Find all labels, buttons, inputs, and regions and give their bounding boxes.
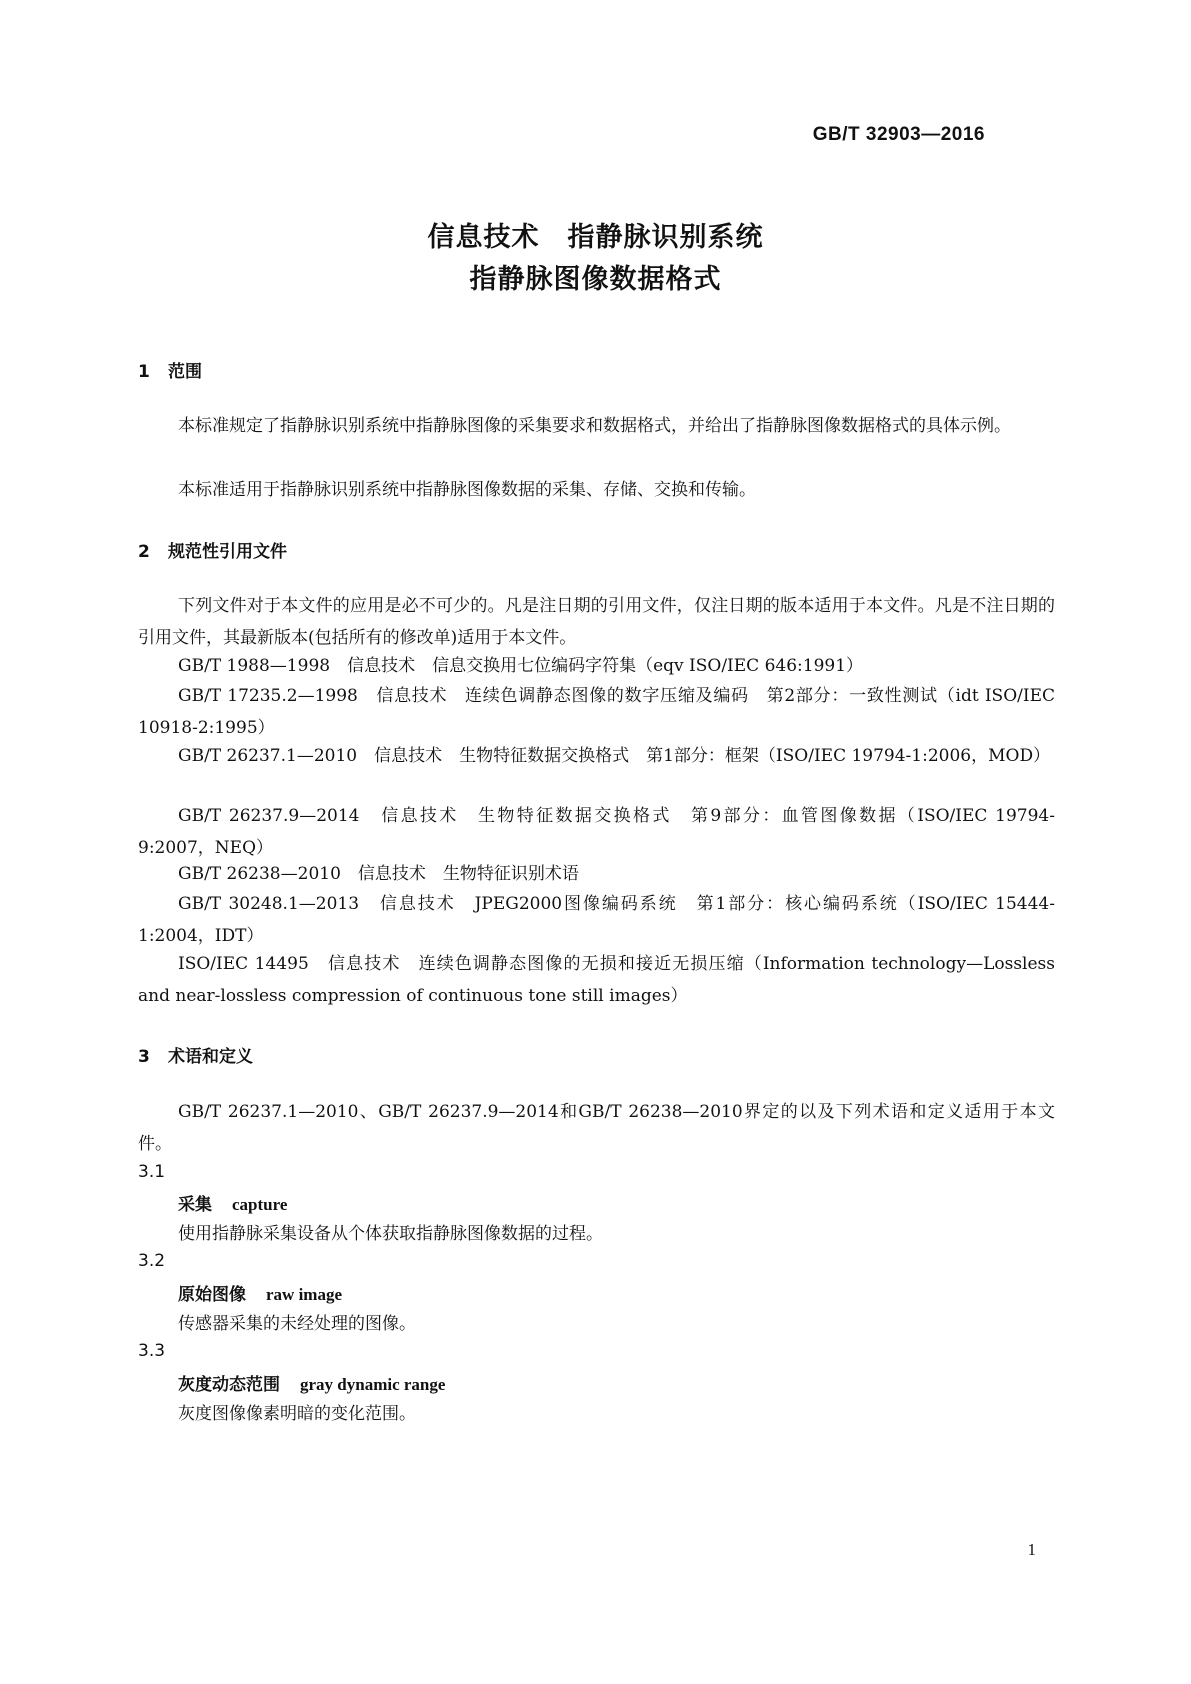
doc-title-line2: 指静脉图像数据格式 [469,264,722,295]
term-definition: 传感器采集的未经处理的图像。 [178,1314,416,1334]
section-number: 1 [138,362,150,382]
section-2-intro: 下列文件对于本文件的应用是必不可少的。凡是注日期的引用文件，仅注日期的版本适用于本文件。凡是不注日期的引用文件，其最新版本(包括所有的修改单)适用于本文件。 [138,596,1055,648]
reference-item: ISO/IEC 14495 信息技术 连续色调静态图像的无损和接近无损压缩（Information technology—Lossless and near-lossless compression of continuous tone still images） [138,954,1055,1006]
term-en: raw image [266,1285,343,1304]
term-heading [178,1370,445,1395]
term-zh: 原始图像 [178,1285,246,1305]
section-title: 术语和定义 [168,1047,253,1067]
section-title: 范围 [168,362,202,382]
reference-item: GB/T 26237.1—2010 信息技术 生物特征数据交换格式 第1部分：框架（ISO/IEC 19794-1:2006，MOD） [178,746,1051,766]
doc-title-line1: 信息技术 指静脉识别系统 [427,222,764,253]
section-3-heading [138,1042,253,1067]
reference-item: GB/T 26238—2010 信息技术 生物特征识别术语 [178,864,579,884]
reference-item: GB/T 26237.9—2014 信息技术 生物特征数据交换格式 第9部分：血管图像数据（ISO/IEC 19794-9:2007，NEQ） [138,806,1055,858]
section-3-intro: GB/T 26237.1—2010、GB/T 26237.9—2014和GB/T 26238—2010界定的以及下列术语和定义适用于本文件。 [138,1102,1055,1154]
reference-item: GB/T 1988—1998 信息技术 信息交换用七位编码字符集（eqv ISO/IEC 646:1991） [178,656,864,676]
section-2-heading [138,537,287,562]
section-1-paragraph-2: 本标准适用于指静脉识别系统中指静脉图像数据的采集、存储、交换和传输。 [178,480,756,500]
section-title: 规范性引用文件 [168,542,287,562]
term-heading [178,1280,342,1305]
section-number: 3 [138,1047,150,1067]
term-definition: 灰度图像像素明暗的变化范围。 [178,1404,416,1424]
section-number: 2 [138,542,150,562]
reference-item: GB/T 17235.2—1998 信息技术 连续色调静态图像的数字压缩及编码 第2部分：一致性测试（idt ISO/IEC 10918-2:1995） [138,686,1055,738]
term-number: 3.2 [138,1251,166,1271]
term-heading [178,1190,287,1215]
section-1-heading [138,357,202,382]
section-1-paragraph-1: 本标准规定了指静脉识别系统中指静脉图像的采集要求和数据格式，并给出了指静脉图像数据格式的具体示例。 [178,416,1011,436]
term-zh: 灰度动态范围 [178,1375,280,1395]
term-en: gray dynamic range [300,1375,446,1394]
term-definition: 使用指静脉采集设备从个体获取指静脉图像数据的过程。 [178,1224,603,1244]
term-en: capture [232,1195,288,1214]
reference-item: GB/T 30248.1—2013 信息技术 JPEG2000图像编码系统 第1部分：核心编码系统（ISO/IEC 15444-1:2004，IDT） [138,894,1055,946]
term-zh: 采集 [178,1195,212,1215]
standard-code: GB/T 32903—2016 [812,124,985,145]
term-number: 3.1 [138,1162,166,1182]
term-number: 3.3 [138,1341,166,1361]
page-number: 1 [1027,1540,1036,1559]
